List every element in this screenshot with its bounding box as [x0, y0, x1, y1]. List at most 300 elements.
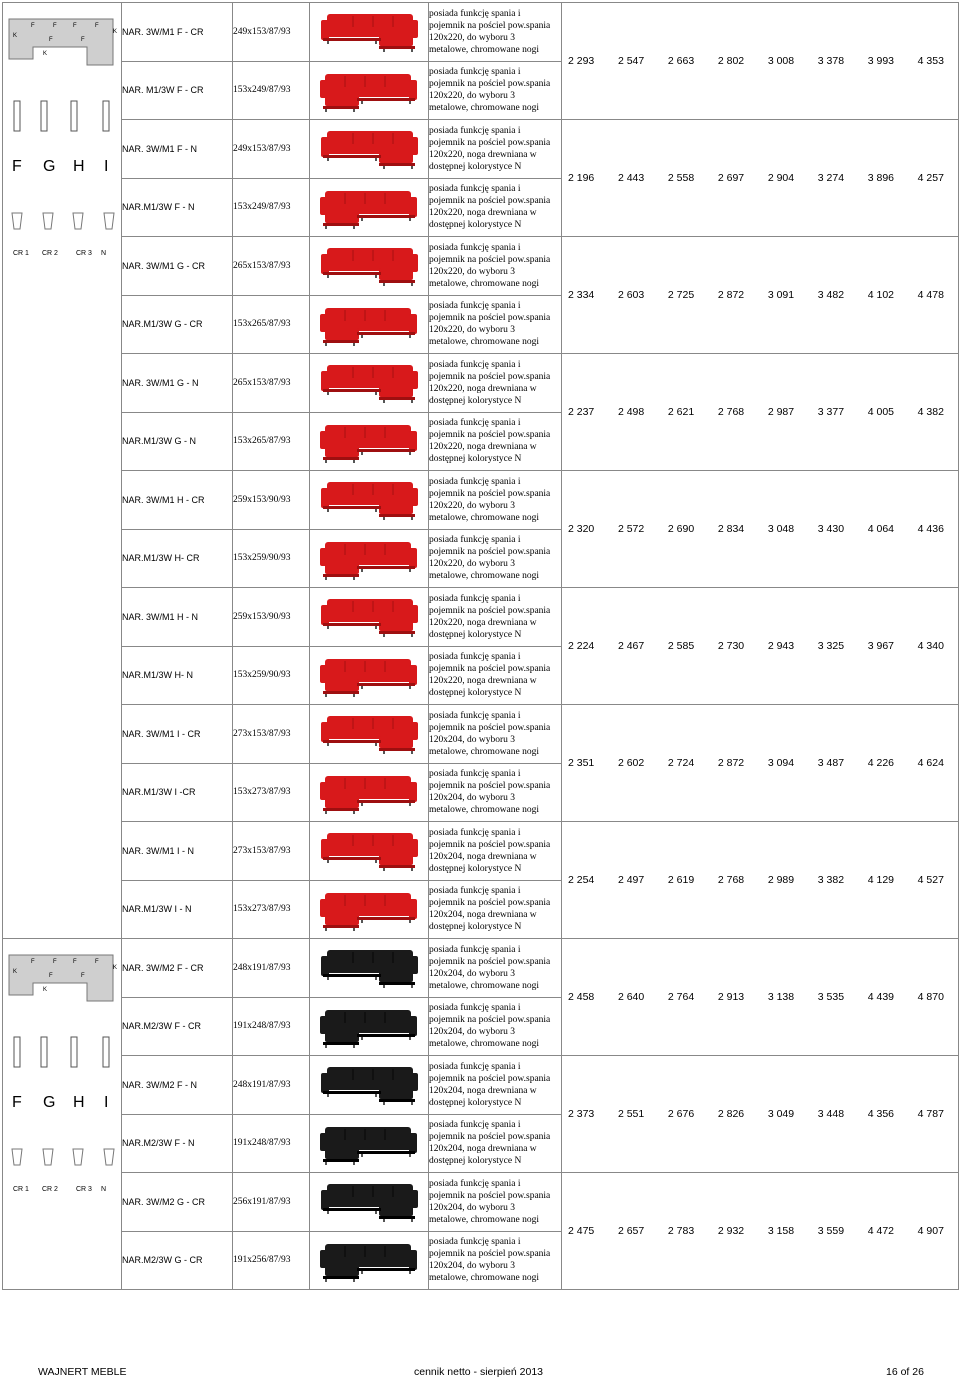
price-value: 2 351 — [568, 757, 595, 769]
description-line: metalowe, chromowane nogi — [429, 512, 540, 523]
description-line: posiada funkcję spania i — [429, 535, 521, 546]
description-line: 120x204, do wyboru 3 — [429, 968, 516, 979]
product-image-cell — [310, 471, 429, 530]
piece-letter: K — [43, 987, 48, 993]
piece-letter: F — [81, 37, 85, 43]
description-line: metalowe, chromowane nogi — [429, 103, 540, 114]
sofa-product-image — [317, 183, 421, 231]
description — [429, 763, 562, 822]
model-code: NAR.M1/3W G - CR — [122, 295, 233, 354]
dimensions: 248x191/87/93 — [233, 1056, 310, 1115]
table-row — [3, 822, 959, 881]
product-image-cell — [310, 1231, 429, 1290]
price-value: 4 624 — [917, 757, 944, 769]
description-line: pojemnik na pościel pow.spania — [429, 371, 551, 382]
dimensions: 191x248/87/93 — [233, 997, 310, 1056]
sofa-product-image — [317, 66, 421, 114]
description-line: metalowe, chromowane nogi — [429, 278, 540, 289]
price-value: 2 603 — [617, 289, 645, 301]
table-row — [3, 471, 959, 530]
diagram-cell — [3, 939, 122, 1290]
description-line: 120x204, do wyboru 3 — [429, 734, 516, 745]
table-row — [3, 3, 959, 62]
product-image-cell — [310, 1114, 429, 1173]
price-value: 4 439 — [867, 991, 894, 1003]
svg-text:CR 3: CR 3 — [76, 1186, 92, 1193]
description-line: posiada funkcję spania i — [429, 125, 521, 136]
description-line: pojemnik na pościel pow.spania — [429, 20, 551, 31]
description-line: dostępnej kolorystyce N — [429, 161, 522, 172]
price-value: 2 872 — [717, 289, 745, 301]
description-line: 120x220, noga drewniana w — [429, 442, 537, 453]
price-row — [562, 289, 958, 301]
description-line: posiada funkcję spania i — [429, 242, 521, 253]
dimensions: 249x153/87/93 — [233, 3, 310, 62]
price-value: 3 896 — [867, 172, 894, 184]
price-value: 2 697 — [717, 172, 745, 184]
description-line: pojemnik na pościel pow.spania — [429, 547, 551, 558]
description-line: dostępnej kolorystyce N — [429, 395, 522, 406]
description — [429, 178, 562, 237]
description-line: metalowe, chromowane nogi — [429, 337, 540, 348]
svg-text:I: I — [104, 1094, 109, 1111]
description-line: pojemnik na pościel pow.spania — [429, 605, 551, 616]
description-line: posiada funkcję spania i — [429, 710, 521, 721]
product-image-cell — [310, 588, 429, 647]
price-value: 2 572 — [617, 523, 645, 535]
description — [429, 61, 562, 120]
model-code: NAR.M1/3W F - N — [122, 178, 233, 237]
price-value: 2 621 — [667, 406, 695, 418]
price-value: 2 498 — [617, 406, 645, 418]
svg-text:H: H — [73, 158, 85, 175]
description-line: posiada funkcję spania i — [429, 827, 521, 838]
description-line: posiada funkcję spania i — [429, 1237, 521, 1248]
description-line: metalowe, chromowane nogi — [429, 571, 540, 582]
price-value: 4 356 — [867, 1108, 894, 1120]
dimensions: 265x153/87/93 — [233, 354, 310, 413]
description-line: 120x204, do wyboru 3 — [429, 1261, 516, 1272]
description-line: metalowe, chromowane nogi — [429, 746, 540, 757]
product-image-cell — [310, 646, 429, 705]
price-cell — [562, 120, 959, 237]
description — [429, 354, 562, 413]
description-line: dostępnej kolorystyce N — [429, 922, 522, 933]
price-value: 4 907 — [917, 1225, 944, 1237]
price-value: 2 802 — [717, 55, 745, 67]
price-value: 4 478 — [917, 289, 944, 301]
description-line: posiada funkcję spania i — [429, 301, 521, 312]
sofa-product-image — [317, 944, 421, 992]
description-line: pojemnik na pościel pow.spania — [429, 196, 551, 207]
table-row — [3, 1173, 959, 1232]
price-value: 2 320 — [568, 523, 595, 535]
description-line: posiada funkcję spania i — [429, 476, 521, 487]
description-line: dostępnej kolorystyce N — [429, 629, 522, 640]
description-line: metalowe, chromowane nogi — [429, 1214, 540, 1225]
description — [429, 1231, 562, 1290]
product-image-cell — [310, 120, 429, 179]
product-image-cell — [310, 237, 429, 296]
dimensions: 249x153/87/93 — [233, 120, 310, 179]
price-value: 3 138 — [767, 991, 795, 1003]
description — [429, 588, 562, 647]
price-row — [562, 523, 958, 535]
dimensions: 153x265/87/93 — [233, 295, 310, 354]
description-line: dostępnej kolorystyce N — [429, 1156, 522, 1167]
sofa-product-image — [317, 1178, 421, 1226]
product-image-cell — [310, 880, 429, 939]
price-value: 4 382 — [917, 406, 944, 418]
price-value: 2 725 — [667, 289, 695, 301]
price-value: 4 064 — [867, 523, 894, 535]
description-line: pojemnik na pościel pow.spania — [429, 1073, 551, 1084]
description — [429, 705, 562, 764]
product-image-cell — [310, 178, 429, 237]
price-value: 3 158 — [767, 1225, 795, 1237]
svg-text:F: F — [12, 158, 22, 175]
price-cell — [562, 471, 959, 588]
product-image-cell — [310, 3, 429, 62]
piece-letter: F — [81, 973, 85, 979]
price-value: 2 834 — [717, 523, 745, 535]
price-row — [562, 757, 958, 769]
table-row — [3, 237, 959, 296]
product-image-cell — [310, 354, 429, 413]
product-image-cell — [310, 1056, 429, 1115]
description-line: pojemnik na pościel pow.spania — [429, 1015, 551, 1026]
description — [429, 880, 562, 939]
footer-company: WAJNERT MEBLE — [38, 1366, 127, 1378]
sofa-product-image — [317, 1119, 421, 1167]
price-cell — [562, 237, 959, 354]
price-value: 2 558 — [667, 172, 695, 184]
price-value: 2 443 — [617, 172, 645, 184]
svg-text:CR 3: CR 3 — [76, 250, 92, 257]
price-value: 2 373 — [568, 1108, 595, 1120]
dimensions: 259x153/90/93 — [233, 471, 310, 530]
dimensions: 153x273/87/93 — [233, 880, 310, 939]
svg-text:H: H — [73, 1094, 85, 1111]
svg-text:CR 2: CR 2 — [42, 250, 58, 257]
price-value: 2 293 — [568, 55, 595, 67]
price-value: 2 334 — [568, 289, 595, 301]
description — [429, 237, 562, 296]
price-value: 4 340 — [917, 640, 944, 652]
piece-letter: K — [113, 965, 118, 971]
description-line: pojemnik na pościel pow.spania — [429, 430, 551, 441]
description-line: 120x204, noga drewniana w — [429, 1085, 537, 1096]
svg-text:G: G — [43, 1094, 56, 1111]
piece-letter: K — [113, 29, 118, 35]
description — [429, 529, 562, 588]
product-image-cell — [310, 1173, 429, 1232]
table-row — [3, 588, 959, 647]
svg-text:CR 2: CR 2 — [42, 1186, 58, 1193]
description-line: posiada funkcję spania i — [429, 67, 521, 78]
description-line: pojemnik na pościel pow.spania — [429, 839, 551, 850]
price-cell — [562, 588, 959, 705]
sofa-product-image — [317, 476, 421, 524]
description-line: dostępnej kolorystyce N — [429, 454, 522, 465]
description-line: 120x220, noga drewniana w — [429, 383, 537, 394]
model-code: NAR.M1/3W I - N — [122, 880, 233, 939]
product-image-cell — [310, 61, 429, 120]
price-value: 2 783 — [667, 1225, 695, 1237]
description-line: posiada funkcję spania i — [429, 184, 521, 195]
price-value: 2 663 — [667, 55, 695, 67]
piece-letter: K — [13, 33, 18, 39]
product-image-cell — [310, 939, 429, 998]
price-value: 4 527 — [917, 874, 944, 886]
description-line: posiada funkcję spania i — [429, 886, 521, 897]
description-line: posiada funkcję spania i — [429, 652, 521, 663]
description-line: 120x204, noga drewniana w — [429, 1144, 537, 1155]
price-value: 4 257 — [917, 172, 944, 184]
description-line: 120x220, do wyboru 3 — [429, 266, 516, 277]
model-code: NAR. 3W/M1 H - N — [122, 588, 233, 647]
footer-title: cennik netto - sierpień 2013 — [414, 1366, 543, 1378]
price-value: 2 602 — [617, 757, 645, 769]
price-row — [562, 406, 958, 418]
price-value: 3 535 — [817, 991, 845, 1003]
price-value: 3 382 — [817, 874, 845, 886]
piece-letter: F — [53, 959, 57, 965]
price-cell — [562, 822, 959, 939]
description-line: dostępnej kolorystyce N — [429, 688, 522, 699]
model-code: NAR. 3W/M2 F - CR — [122, 939, 233, 998]
price-value: 3 048 — [767, 523, 795, 535]
description-line: pojemnik na pościel pow.spania — [429, 1249, 551, 1260]
model-code: NAR. 3W/M1 I - CR — [122, 705, 233, 764]
description-line: metalowe, chromowane nogi — [429, 980, 540, 991]
description-line: 120x220, noga drewniana w — [429, 676, 537, 687]
model-code: NAR. 3W/M2 F - N — [122, 1056, 233, 1115]
description-line: pojemnik na pościel pow.spania — [429, 137, 551, 148]
dimensions: 273x153/87/93 — [233, 705, 310, 764]
product-image-cell — [310, 412, 429, 471]
price-value: 2 872 — [717, 757, 745, 769]
price-value: 3 325 — [817, 640, 845, 652]
description-line: posiada funkcję spania i — [429, 593, 521, 604]
model-code: NAR. 3W/M1 F - CR — [122, 3, 233, 62]
description-line: posiada funkcję spania i — [429, 1178, 521, 1189]
description-line: pojemnik na pościel pow.spania — [429, 898, 551, 909]
dimensions: 153x249/87/93 — [233, 178, 310, 237]
description-line: 120x220, do wyboru 3 — [429, 500, 516, 511]
price-value: 3 378 — [817, 55, 845, 67]
configuration-diagram — [3, 939, 120, 1289]
description — [429, 1173, 562, 1232]
price-value: 2 690 — [667, 523, 695, 535]
description — [429, 412, 562, 471]
price-value: 2 932 — [717, 1225, 745, 1237]
piece-letter: F — [49, 37, 53, 43]
dimensions: 248x191/87/93 — [233, 939, 310, 998]
price-value: 2 640 — [617, 991, 645, 1003]
model-code: NAR. 3W/M1 G - N — [122, 354, 233, 413]
piece-letter: F — [95, 23, 99, 29]
dimensions: 191x248/87/93 — [233, 1114, 310, 1173]
description-line: dostępnej kolorystyce N — [429, 220, 522, 231]
price-value: 2 657 — [617, 1225, 645, 1237]
sofa-product-image — [317, 417, 421, 465]
price-value: 2 196 — [568, 172, 595, 184]
sofa-product-image — [317, 300, 421, 348]
description — [429, 120, 562, 179]
price-row — [562, 1225, 958, 1237]
price-value: 4 129 — [867, 874, 894, 886]
description-line: dostępnej kolorystyce N — [429, 863, 522, 874]
description — [429, 822, 562, 881]
description-line: 120x204, do wyboru 3 — [429, 1202, 516, 1213]
description-line: metalowe, chromowane nogi — [429, 44, 540, 55]
description-line: 120x220, do wyboru 3 — [429, 91, 516, 102]
price-value: 3 559 — [817, 1225, 845, 1237]
price-value: 3 091 — [767, 289, 795, 301]
price-table — [2, 2, 959, 1290]
table-row — [3, 1056, 959, 1115]
model-code: NAR. 3W/M1 F - N — [122, 120, 233, 179]
price-value: 2 676 — [667, 1108, 695, 1120]
price-cell — [562, 1056, 959, 1173]
description-line: pojemnik na pościel pow.spania — [429, 1132, 551, 1143]
price-value: 2 987 — [767, 406, 795, 418]
description-line: 120x220, do wyboru 3 — [429, 559, 516, 570]
model-code: NAR.M2/3W F - CR — [122, 997, 233, 1056]
price-value: 2 547 — [617, 55, 645, 67]
description-line: metalowe, chromowane nogi — [429, 1039, 540, 1050]
price-value: 2 497 — [617, 874, 645, 886]
price-cell — [562, 1173, 959, 1290]
model-code: NAR.M1/3W H- N — [122, 646, 233, 705]
price-value: 2 904 — [767, 172, 795, 184]
sofa-product-image — [317, 8, 421, 56]
sofa-product-image — [317, 827, 421, 875]
product-image-cell — [310, 997, 429, 1056]
price-value: 2 913 — [717, 991, 745, 1003]
dimensions: 259x153/90/93 — [233, 588, 310, 647]
description-line: 120x220, noga drewniana w — [429, 617, 537, 628]
description-line: 120x204, do wyboru 3 — [429, 1027, 516, 1038]
description-line: posiada funkcję spania i — [429, 8, 521, 19]
price-row — [562, 55, 958, 67]
description-line: pojemnik na pościel pow.spania — [429, 722, 551, 733]
price-value: 3 487 — [817, 757, 845, 769]
price-value: 2 551 — [617, 1108, 645, 1120]
model-code: NAR.M1/3W G - N — [122, 412, 233, 471]
model-code: NAR. 3W/M1 H - CR — [122, 471, 233, 530]
description-line: dostępnej kolorystyce N — [429, 1097, 522, 1108]
price-value: 3 430 — [817, 523, 845, 535]
description — [429, 646, 562, 705]
svg-text:I: I — [104, 158, 109, 175]
description — [429, 471, 562, 530]
description-line: pojemnik na pościel pow.spania — [429, 781, 551, 792]
dimensions: 153x265/87/93 — [233, 412, 310, 471]
sofa-product-image — [317, 242, 421, 290]
description-line: pojemnik na pościel pow.spania — [429, 1190, 551, 1201]
piece-letter: F — [53, 23, 57, 29]
sofa-product-image — [317, 125, 421, 173]
price-value: 3 967 — [867, 640, 894, 652]
dimensions: 153x259/90/93 — [233, 646, 310, 705]
description-line: posiada funkcję spania i — [429, 1120, 521, 1131]
price-value: 2 475 — [568, 1225, 595, 1237]
description-line: pojemnik na pościel pow.spania — [429, 254, 551, 265]
table-row — [3, 939, 959, 998]
price-cell — [562, 354, 959, 471]
price-value: 4 005 — [867, 406, 894, 418]
description-line: 120x220, noga drewniana w — [429, 149, 537, 160]
sofa-product-image — [317, 651, 421, 699]
description-line: pojemnik na pościel pow.spania — [429, 488, 551, 499]
model-code: NAR. M1/3W F - CR — [122, 61, 233, 120]
model-code: NAR.M1/3W H- CR — [122, 529, 233, 588]
svg-text:G: G — [43, 158, 56, 175]
price-value: 3 482 — [817, 289, 845, 301]
price-row — [562, 991, 958, 1003]
description-line: posiada funkcję spania i — [429, 769, 521, 780]
piece-letter: F — [95, 959, 99, 965]
model-code: NAR.M1/3W I -CR — [122, 763, 233, 822]
price-value: 3 448 — [817, 1108, 845, 1120]
description-line: 120x204, noga drewniana w — [429, 910, 537, 921]
description-line: pojemnik na pościel pow.spania — [429, 79, 551, 90]
product-image-cell — [310, 822, 429, 881]
price-value: 2 989 — [767, 874, 795, 886]
model-code: NAR. 3W/M2 G - CR — [122, 1173, 233, 1232]
price-cell — [562, 3, 959, 120]
price-value: 4 102 — [867, 289, 894, 301]
dimensions: 191x256/87/93 — [233, 1231, 310, 1290]
price-value: 4 226 — [867, 757, 894, 769]
diagram-cell — [3, 3, 122, 939]
sofa-product-image — [317, 593, 421, 641]
price-value: 2 237 — [568, 406, 595, 418]
sofa-product-image — [317, 359, 421, 407]
product-image-cell — [310, 763, 429, 822]
price-value: 3 049 — [767, 1108, 795, 1120]
svg-text:F: F — [12, 1094, 22, 1111]
sofa-product-image — [317, 768, 421, 816]
table-row — [3, 705, 959, 764]
table-row — [3, 120, 959, 179]
price-value: 2 764 — [667, 991, 695, 1003]
piece-letter: K — [43, 51, 48, 57]
description — [429, 1056, 562, 1115]
description-line: 120x220, do wyboru 3 — [429, 325, 516, 336]
price-value: 4 353 — [917, 55, 944, 67]
description-line: pojemnik na pościel pow.spania — [429, 664, 551, 675]
description-line: 120x204, do wyboru 3 — [429, 793, 516, 804]
price-cell — [562, 705, 959, 822]
price-value: 2 730 — [717, 640, 745, 652]
description-line: 120x220, do wyboru 3 — [429, 32, 516, 43]
model-code: NAR.M2/3W G - CR — [122, 1231, 233, 1290]
description-line: 120x204, noga drewniana w — [429, 851, 537, 862]
description-line: metalowe, chromowane nogi — [429, 805, 540, 816]
configuration-diagram — [3, 3, 120, 353]
description-line: posiada funkcję spania i — [429, 944, 521, 955]
price-value: 2 585 — [667, 640, 695, 652]
model-code: NAR.M2/3W F - N — [122, 1114, 233, 1173]
svg-text:N: N — [101, 1186, 107, 1193]
piece-letter: K — [13, 969, 18, 975]
sofa-product-image — [317, 1061, 421, 1109]
price-row — [562, 1108, 958, 1120]
piece-letter: F — [73, 23, 77, 29]
